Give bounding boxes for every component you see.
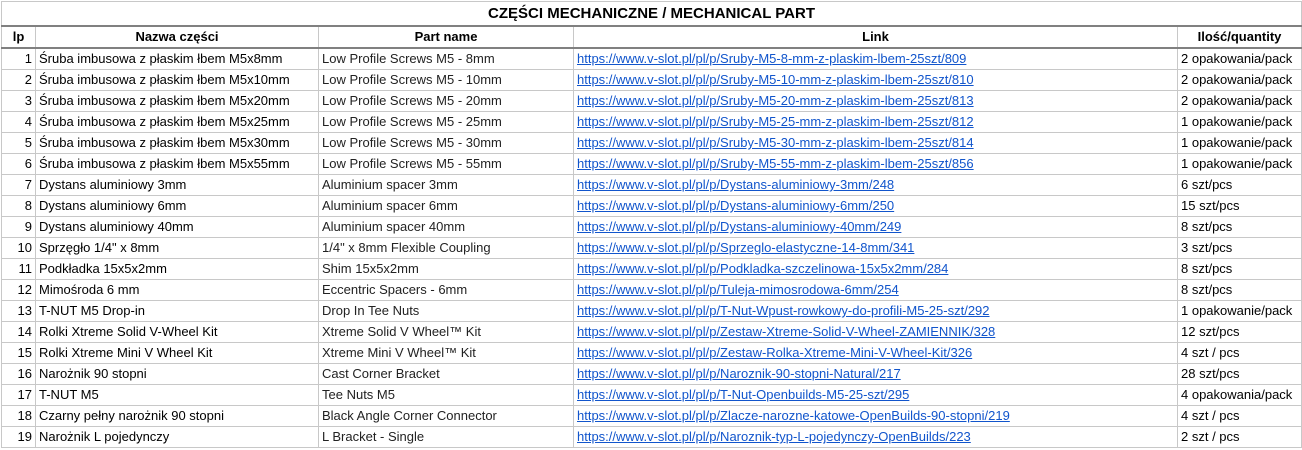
cell-nazwa[interactable]: Dystans aluminiowy 3mm [36, 175, 319, 196]
cell-lp[interactable]: 16 [2, 364, 36, 385]
parts-table [1, 1, 1302, 448]
cell-link[interactable] [574, 343, 1178, 364]
product-link[interactable]: https://www.v-slot.pl/pl/p/Sruby-M5-55-mm-z-plaskim-lbem-25szt/856 [577, 156, 974, 171]
cell-quantity[interactable]: 4 szt / pcs [1178, 343, 1302, 364]
product-link[interactable]: https://www.v-slot.pl/pl/p/Tuleja-mimosrodowa-6mm/254 [577, 282, 899, 297]
table-row [2, 70, 1302, 91]
cell-nazwa[interactable]: Dystans aluminiowy 6mm [36, 196, 319, 217]
cell-quantity[interactable]: 15 szt/pcs [1178, 196, 1302, 217]
cell-lp[interactable]: 19 [2, 427, 36, 448]
table-row [2, 301, 1302, 322]
cell-part-name[interactable]: Drop In Tee Nuts [319, 301, 574, 322]
cell-part-name[interactable]: Low Profile Screws M5 - 10mm [319, 70, 574, 91]
header-nazwa[interactable]: Nazwa części [36, 26, 319, 48]
cell-part-name[interactable]: Low Profile Screws M5 - 25mm [319, 112, 574, 133]
cell-nazwa[interactable]: Śruba imbusowa z płaskim łbem M5x20mm [36, 91, 319, 112]
cell-lp[interactable]: 7 [2, 175, 36, 196]
product-link[interactable]: https://www.v-slot.pl/pl/p/Sruby-M5-10-mm-z-plaskim-lbem-25szt/810 [577, 72, 974, 87]
product-link[interactable]: https://www.v-slot.pl/pl/p/Sruby-M5-20-mm-z-plaskim-lbem-25szt/813 [577, 93, 974, 108]
cell-quantity[interactable]: 6 szt/pcs [1178, 175, 1302, 196]
cell-nazwa[interactable]: Śruba imbusowa z płaskim łbem M5x10mm [36, 70, 319, 91]
table-row [2, 133, 1302, 154]
table-row [2, 427, 1302, 448]
cell-nazwa[interactable]: Czarny pełny narożnik 90 stopni [36, 406, 319, 427]
product-link[interactable]: https://www.v-slot.pl/pl/p/Naroznik-typ-L-pojedynczy-OpenBuilds/223 [577, 429, 971, 444]
cell-part-name[interactable]: Tee Nuts M5 [319, 385, 574, 406]
cell-link[interactable] [574, 91, 1178, 112]
cell-part-name[interactable]: Xtreme Mini V Wheel™ Kit [319, 343, 574, 364]
cell-lp[interactable]: 4 [2, 112, 36, 133]
header-quantity[interactable]: Ilość/quantity [1178, 26, 1302, 48]
cell-nazwa[interactable]: Śruba imbusowa z płaskim łbem M5x55mm [36, 154, 319, 175]
cell-part-name[interactable]: Cast Corner Bracket [319, 364, 574, 385]
cell-lp[interactable]: 3 [2, 91, 36, 112]
table-row [2, 48, 1302, 70]
cell-quantity[interactable]: 8 szt/pcs [1178, 259, 1302, 280]
product-link[interactable]: https://www.v-slot.pl/pl/p/Sruby-M5-8-mm-z-plaskim-lbem-25szt/809 [577, 51, 967, 66]
cell-nazwa[interactable]: Rolki Xtreme Solid V-Wheel Kit [36, 322, 319, 343]
table-row [2, 259, 1302, 280]
table-row [2, 154, 1302, 175]
cell-lp[interactable]: 5 [2, 133, 36, 154]
cell-link[interactable] [574, 238, 1178, 259]
table-title: CZĘŚCI MECHANICZNE / MECHANICAL PART [2, 2, 1302, 27]
cell-lp[interactable]: 11 [2, 259, 36, 280]
cell-lp[interactable]: 6 [2, 154, 36, 175]
cell-nazwa[interactable]: Dystans aluminiowy 40mm [36, 217, 319, 238]
header-row [2, 26, 1302, 48]
cell-lp[interactable]: 1 [2, 48, 36, 70]
table-row [2, 406, 1302, 427]
cell-nazwa[interactable]: Śruba imbusowa z płaskim łbem M5x25mm [36, 112, 319, 133]
cell-lp[interactable]: 12 [2, 280, 36, 301]
cell-lp[interactable]: 13 [2, 301, 36, 322]
cell-lp[interactable]: 15 [2, 343, 36, 364]
table-row [2, 280, 1302, 301]
cell-quantity[interactable]: 3 szt/pcs [1178, 238, 1302, 259]
cell-part-name[interactable]: Aluminium spacer 40mm [319, 217, 574, 238]
table-row [2, 343, 1302, 364]
cell-quantity[interactable]: 8 szt/pcs [1178, 280, 1302, 301]
cell-nazwa[interactable]: Podkładka 15x5x2mm [36, 259, 319, 280]
cell-lp[interactable]: 17 [2, 385, 36, 406]
table-row [2, 112, 1302, 133]
cell-link[interactable] [574, 427, 1178, 448]
cell-nazwa[interactable]: T-NUT M5 [36, 385, 319, 406]
cell-nazwa[interactable]: Mimośroda 6 mm [36, 280, 319, 301]
product-link[interactable]: https://www.v-slot.pl/pl/p/Dystans-aluminiowy-40mm/249 [577, 219, 902, 234]
cell-link[interactable] [574, 112, 1178, 133]
cell-quantity[interactable]: 12 szt/pcs [1178, 322, 1302, 343]
cell-part-name[interactable]: Aluminium spacer 6mm [319, 196, 574, 217]
product-link[interactable]: https://www.v-slot.pl/pl/p/T-Nut-Openbuilds-M5-25-szt/295 [577, 387, 910, 402]
cell-nazwa[interactable]: Śruba imbusowa z płaskim łbem M5x8mm [36, 48, 319, 70]
cell-nazwa[interactable]: Śruba imbusowa z płaskim łbem M5x30mm [36, 133, 319, 154]
table-row [2, 322, 1302, 343]
cell-part-name[interactable]: Eccentric Spacers - 6mm [319, 280, 574, 301]
table-row [2, 385, 1302, 406]
table-body [2, 48, 1302, 448]
table-row [2, 364, 1302, 385]
cell-link[interactable] [574, 175, 1178, 196]
cell-part-name[interactable]: Low Profile Screws M5 - 55mm [319, 154, 574, 175]
cell-lp[interactable]: 10 [2, 238, 36, 259]
product-link[interactable]: https://www.v-slot.pl/pl/p/Dystans-aluminiowy-6mm/250 [577, 198, 895, 213]
product-link[interactable]: https://www.v-slot.pl/pl/p/Zestaw-Rolka-Xtreme-Mini-V-Wheel-Kit/326 [577, 345, 973, 360]
cell-link[interactable] [574, 385, 1178, 406]
header-part-name[interactable]: Part name [319, 26, 574, 48]
cell-quantity[interactable]: 8 szt/pcs [1178, 217, 1302, 238]
cell-quantity[interactable]: 1 opakowanie/pack [1178, 112, 1302, 133]
table-row [2, 196, 1302, 217]
cell-link[interactable] [574, 70, 1178, 91]
cell-part-name[interactable]: Black Angle Corner Connector [319, 406, 574, 427]
cell-part-name[interactable]: L Bracket - Single [319, 427, 574, 448]
cell-link[interactable] [574, 280, 1178, 301]
cell-link[interactable] [574, 406, 1178, 427]
cell-link[interactable] [574, 196, 1178, 217]
cell-link[interactable] [574, 364, 1178, 385]
cell-quantity[interactable]: 4 szt / pcs [1178, 406, 1302, 427]
table-row [2, 238, 1302, 259]
cell-quantity[interactable]: 2 opakowania/pack [1178, 70, 1302, 91]
cell-part-name[interactable]: 1/4" x 8mm Flexible Coupling [319, 238, 574, 259]
cell-lp[interactable]: 2 [2, 70, 36, 91]
cell-part-name[interactable]: Shim 15x5x2mm [319, 259, 574, 280]
product-link[interactable]: https://www.v-slot.pl/pl/p/T-Nut-Wpust-rowkowy-do-profili-M5-25-szt/292 [577, 303, 990, 318]
product-link[interactable]: https://www.v-slot.pl/pl/p/Naroznik-90-stopni-Natural/217 [577, 366, 901, 381]
cell-quantity[interactable]: 2 szt / pcs [1178, 427, 1302, 448]
table-row [2, 91, 1302, 112]
cell-nazwa[interactable]: Rolki Xtreme Mini V Wheel Kit [36, 343, 319, 364]
header-lp[interactable]: lp [2, 26, 36, 48]
cell-nazwa[interactable]: Sprzęgło 1/4" x 8mm [36, 238, 319, 259]
cell-link[interactable] [574, 133, 1178, 154]
cell-link[interactable] [574, 301, 1178, 322]
cell-link[interactable] [574, 322, 1178, 343]
product-link[interactable]: https://www.v-slot.pl/pl/p/Sprzeglo-elastyczne-14-8mm/341 [577, 240, 915, 255]
product-link[interactable]: https://www.v-slot.pl/pl/p/Sruby-M5-25-mm-z-plaskim-lbem-25szt/812 [577, 114, 974, 129]
cell-lp[interactable]: 8 [2, 196, 36, 217]
cell-quantity[interactable]: 2 opakowania/pack [1178, 91, 1302, 112]
cell-quantity[interactable]: 1 opakowanie/pack [1178, 154, 1302, 175]
cell-part-name[interactable]: Xtreme Solid V Wheel™ Kit [319, 322, 574, 343]
product-link[interactable]: https://www.v-slot.pl/pl/p/Zestaw-Xtreme-Solid-V-Wheel-ZAMIENNIK/328 [577, 324, 996, 339]
cell-quantity[interactable]: 28 szt/pcs [1178, 364, 1302, 385]
cell-link[interactable] [574, 217, 1178, 238]
cell-link[interactable] [574, 259, 1178, 280]
header-link[interactable]: Link [574, 26, 1178, 48]
cell-nazwa[interactable]: Narożnik 90 stopni [36, 364, 319, 385]
table-row [2, 217, 1302, 238]
cell-link[interactable] [574, 48, 1178, 70]
cell-nazwa[interactable]: T-NUT M5 Drop-in [36, 301, 319, 322]
cell-part-name[interactable]: Low Profile Screws M5 - 30mm [319, 133, 574, 154]
product-link[interactable]: https://www.v-slot.pl/pl/p/Zlacze-narozne-katowe-OpenBuilds-90-stopni/219 [577, 408, 1010, 423]
product-link[interactable]: https://www.v-slot.pl/pl/p/Podkladka-szczelinowa-15x5x2mm/284 [577, 261, 949, 276]
table-row [2, 175, 1302, 196]
cell-part-name[interactable]: Low Profile Screws M5 - 20mm [319, 91, 574, 112]
product-link[interactable]: https://www.v-slot.pl/pl/p/Sruby-M5-30-mm-z-plaskim-lbem-25szt/814 [577, 135, 974, 150]
cell-lp[interactable]: 14 [2, 322, 36, 343]
cell-quantity[interactable]: 2 opakowania/pack [1178, 48, 1302, 70]
cell-nazwa[interactable]: Narożnik L pojedynczy [36, 427, 319, 448]
product-link[interactable]: https://www.v-slot.pl/pl/p/Dystans-aluminiowy-3mm/248 [577, 177, 895, 192]
cell-part-name[interactable]: Low Profile Screws M5 - 8mm [319, 48, 574, 70]
cell-link[interactable] [574, 154, 1178, 175]
cell-quantity[interactable]: 1 opakowanie/pack [1178, 301, 1302, 322]
cell-lp[interactable]: 18 [2, 406, 36, 427]
cell-lp[interactable]: 9 [2, 217, 36, 238]
cell-part-name[interactable]: Aluminium spacer 3mm [319, 175, 574, 196]
cell-quantity[interactable]: 1 opakowanie/pack [1178, 133, 1302, 154]
cell-quantity[interactable]: 4 opakowania/pack [1178, 385, 1302, 406]
